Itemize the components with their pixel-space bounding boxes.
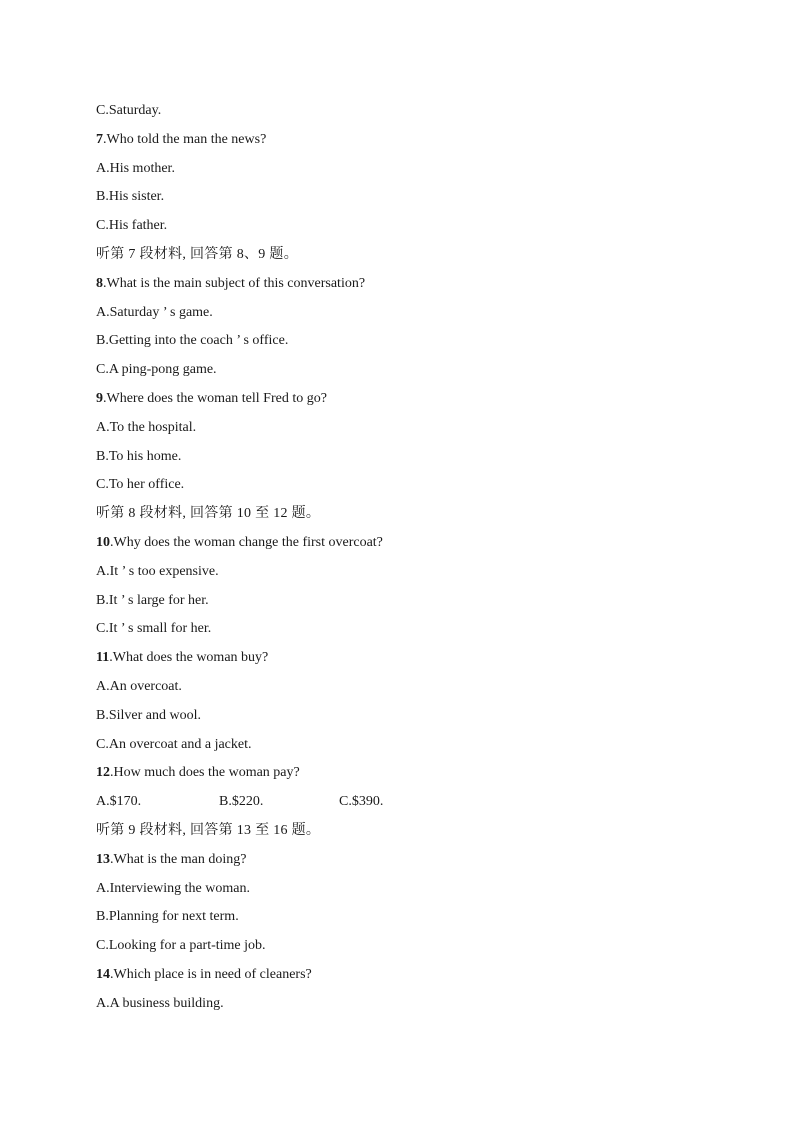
answer-option: C.An overcoat and a jacket. — [96, 736, 252, 752]
question-line — [96, 274, 716, 303]
answer-option: A.An overcoat. — [96, 678, 182, 694]
answer-option: A.To the hospital. — [96, 419, 197, 435]
answer-option: B.Getting into the coach ’ s office. — [96, 333, 289, 349]
answer-option: B.To his home. — [96, 448, 182, 464]
answer-option: A.It ’ s too expensive. — [96, 563, 219, 579]
question-number: 9 — [96, 390, 103, 406]
answer-option: C.It ’ s small for her. — [96, 621, 212, 637]
answer-option: A.A business building. — [96, 995, 224, 1011]
section-instruction: 听第 8 段材料, 回答第 10 至 12 题。 — [96, 506, 321, 522]
question-text: .Which place is in need of cleaners? — [110, 966, 312, 982]
question-number: 10 — [96, 534, 110, 550]
answer-option: C.To her office. — [96, 477, 185, 493]
answer-option-c: C.$390. — [339, 794, 384, 810]
question-number: 14 — [96, 966, 110, 982]
answer-option: B.His sister. — [96, 189, 165, 205]
question-number: 8 — [96, 275, 103, 291]
answer-option: C.Looking for a part-time job. — [96, 938, 266, 954]
question-text: .Who told the man the news? — [103, 131, 267, 147]
answer-option: B.Planning for next term. — [96, 909, 239, 925]
question-text: .Why does the woman change the first overcoat? — [110, 534, 383, 550]
question-text: .What does the woman buy? — [109, 650, 269, 666]
answer-option: A.His mother. — [96, 160, 175, 176]
question-number: 12 — [96, 765, 110, 781]
section-instruction: 听第 7 段材料, 回答第 8、9 题。 — [96, 246, 298, 262]
answer-option: C.Saturday. — [96, 103, 162, 118]
question-text: .What is the man doing? — [110, 851, 247, 867]
question-line — [96, 648, 716, 677]
question-line — [96, 389, 716, 418]
answer-options-row — [96, 792, 716, 821]
document-page — [96, 101, 716, 1023]
answer-option-b: B.$220. — [219, 794, 264, 810]
question-line — [96, 533, 716, 562]
question-text: .How much does the woman pay? — [110, 765, 300, 781]
answer-option: C.A ping-pong game. — [96, 362, 217, 378]
question-number: 13 — [96, 851, 110, 867]
question-line — [96, 965, 716, 994]
answer-option: B.Silver and wool. — [96, 707, 201, 723]
section-instruction: 听第 9 段材料, 回答第 13 至 16 题。 — [96, 822, 321, 838]
answer-option-a: A.$170. — [96, 794, 142, 810]
answer-option: B.It ’ s large for her. — [96, 592, 209, 608]
question-text: .What is the main subject of this conversation? — [103, 275, 366, 291]
question-text: .Where does the woman tell Fred to go? — [103, 390, 327, 406]
question-line — [96, 763, 716, 792]
question-number: 11 — [96, 650, 110, 666]
question-line — [96, 850, 716, 879]
answer-option: A.Saturday ’ s game. — [96, 304, 213, 320]
answer-option: C.His father. — [96, 218, 168, 234]
question-number: 7 — [96, 131, 103, 147]
answer-option: A.Interviewing the woman. — [96, 880, 250, 896]
question-line — [96, 130, 716, 159]
